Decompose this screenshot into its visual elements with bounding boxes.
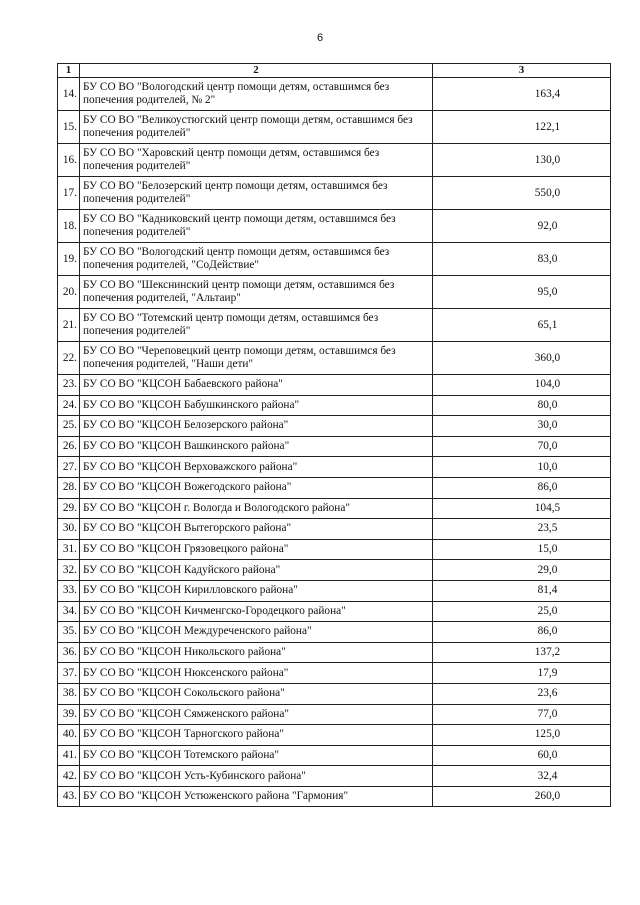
table-row (58, 243, 611, 276)
institution-name: БУ СО ВО "Тотемский центр помощи детям, оставшимся без попечения родителей" (80, 309, 433, 342)
table-row (58, 436, 611, 457)
row-number: 28. (58, 477, 80, 498)
institution-name: БУ СО ВО "КЦСОН Бабушкинского района" (80, 395, 433, 416)
amount-value: 81,4 (433, 580, 611, 601)
table-row (58, 766, 611, 787)
table-row (58, 498, 611, 519)
amount-value: 77,0 (433, 704, 611, 725)
institution-name: БУ СО ВО "Шекснинский центр помощи детям, оставшимся без попечения родителей, "Альтаир" (80, 276, 433, 309)
table-row (58, 725, 611, 746)
row-number: 21. (58, 309, 80, 342)
row-number: 37. (58, 663, 80, 684)
institution-name: БУ СО ВО "Кадниковский центр помощи детям, оставшимся без попечения родителей" (80, 210, 433, 243)
table-header-row (58, 64, 611, 78)
row-number: 26. (58, 436, 80, 457)
row-number: 29. (58, 498, 80, 519)
institution-name: БУ СО ВО "КЦСОН Кичменгско-Городецкого района" (80, 601, 433, 622)
table-row (58, 457, 611, 478)
row-number: 33. (58, 580, 80, 601)
row-number: 20. (58, 276, 80, 309)
column-header-value: 3 (433, 64, 611, 78)
amount-value: 32,4 (433, 766, 611, 787)
row-number: 41. (58, 745, 80, 766)
amount-value: 23,5 (433, 519, 611, 540)
table-row (58, 642, 611, 663)
amount-value: 122,1 (433, 111, 611, 144)
institution-name: БУ СО ВО "КЦСОН г. Вологда и Вологодского района" (80, 498, 433, 519)
amount-value: 137,2 (433, 642, 611, 663)
institution-name: БУ СО ВО "Череповецкий центр помощи детям, оставшимся без попечения родителей, "Наши дети" (80, 342, 433, 375)
institution-name: БУ СО ВО "Великоустюгский центр помощи детям, оставшимся без попечения родителей" (80, 111, 433, 144)
table-row (58, 704, 611, 725)
institution-name: БУ СО ВО "КЦСОН Кадуйского района" (80, 560, 433, 581)
funding-table (57, 63, 611, 807)
table-row (58, 395, 611, 416)
amount-value: 260,0 (433, 786, 611, 807)
institution-name: БУ СО ВО "КЦСОН Сямженского района" (80, 704, 433, 725)
row-number: 34. (58, 601, 80, 622)
table-row (58, 78, 611, 111)
row-number: 16. (58, 144, 80, 177)
amount-value: 130,0 (433, 144, 611, 177)
row-number: 35. (58, 622, 80, 643)
row-number: 38. (58, 683, 80, 704)
amount-value: 104,0 (433, 375, 611, 396)
amount-value: 550,0 (433, 177, 611, 210)
row-number: 19. (58, 243, 80, 276)
institution-name: БУ СО ВО "КЦСОН Никольского района" (80, 642, 433, 663)
table-row (58, 210, 611, 243)
table-row (58, 177, 611, 210)
institution-name: БУ СО ВО "КЦСОН Сокольского района" (80, 683, 433, 704)
row-number: 32. (58, 560, 80, 581)
row-number: 30. (58, 519, 80, 540)
table-row (58, 745, 611, 766)
amount-value: 15,0 (433, 539, 611, 560)
row-number: 42. (58, 766, 80, 787)
amount-value: 10,0 (433, 457, 611, 478)
amount-value: 163,4 (433, 78, 611, 111)
table-row (58, 560, 611, 581)
institution-name: БУ СО ВО "КЦСОН Вытегорского района" (80, 519, 433, 540)
amount-value: 83,0 (433, 243, 611, 276)
institution-name: БУ СО ВО "Харовский центр помощи детям, оставшимся без попечения родителей" (80, 144, 433, 177)
row-number: 24. (58, 395, 80, 416)
table-row (58, 416, 611, 437)
amount-value: 80,0 (433, 395, 611, 416)
amount-value: 30,0 (433, 416, 611, 437)
institution-name: БУ СО ВО "Белозерский центр помощи детям, оставшимся без попечения родителей" (80, 177, 433, 210)
table-row (58, 144, 611, 177)
amount-value: 104,5 (433, 498, 611, 519)
row-number: 25. (58, 416, 80, 437)
table-row (58, 539, 611, 560)
amount-value: 86,0 (433, 477, 611, 498)
table-row (58, 580, 611, 601)
table-row (58, 683, 611, 704)
row-number: 22. (58, 342, 80, 375)
table-row (58, 375, 611, 396)
institution-name: БУ СО ВО "Вологодский центр помощи детям, оставшимся без попечения родителей, "СоДействие" (80, 243, 433, 276)
amount-value: 92,0 (433, 210, 611, 243)
institution-name: БУ СО ВО "КЦСОН Белозерского района" (80, 416, 433, 437)
table-row (58, 111, 611, 144)
institution-name: БУ СО ВО "КЦСОН Устюженского района "Гармония" (80, 786, 433, 807)
table-row (58, 309, 611, 342)
institution-name: БУ СО ВО "КЦСОН Тотемского района" (80, 745, 433, 766)
amount-value: 23,6 (433, 683, 611, 704)
institution-name: БУ СО ВО "КЦСОН Нюксенского района" (80, 663, 433, 684)
table-row (58, 601, 611, 622)
row-number: 14. (58, 78, 80, 111)
amount-value: 125,0 (433, 725, 611, 746)
row-number: 15. (58, 111, 80, 144)
table-row (58, 276, 611, 309)
amount-value: 65,1 (433, 309, 611, 342)
institution-name: БУ СО ВО "КЦСОН Верховажского района" (80, 457, 433, 478)
amount-value: 17,9 (433, 663, 611, 684)
institution-name: БУ СО ВО "КЦСОН Грязовецкого района" (80, 539, 433, 560)
row-number: 23. (58, 375, 80, 396)
row-number: 39. (58, 704, 80, 725)
institution-name: БУ СО ВО "КЦСОН Усть-Кубинского района" (80, 766, 433, 787)
row-number: 40. (58, 725, 80, 746)
institution-name: БУ СО ВО "КЦСОН Междуреченского района" (80, 622, 433, 643)
column-header-name: 2 (80, 64, 433, 78)
amount-value: 29,0 (433, 560, 611, 581)
page-number: 6 (316, 32, 324, 44)
institution-name: БУ СО ВО "КЦСОН Бабаевского района" (80, 375, 433, 396)
column-header-number: 1 (58, 64, 80, 78)
table-row (58, 342, 611, 375)
amount-value: 95,0 (433, 276, 611, 309)
table-row (58, 786, 611, 807)
row-number: 43. (58, 786, 80, 807)
institution-name: БУ СО ВО "КЦСОН Тарногского района" (80, 725, 433, 746)
amount-value: 60,0 (433, 745, 611, 766)
institution-name: БУ СО ВО "КЦСОН Вашкинского района" (80, 436, 433, 457)
amount-value: 86,0 (433, 622, 611, 643)
row-number: 17. (58, 177, 80, 210)
institution-name: БУ СО ВО "КЦСОН Вожегодского района" (80, 477, 433, 498)
row-number: 36. (58, 642, 80, 663)
amount-value: 360,0 (433, 342, 611, 375)
amount-value: 70,0 (433, 436, 611, 457)
institution-name: БУ СО ВО "Вологодский центр помощи детям, оставшимся без попечения родителей, № 2" (80, 78, 433, 111)
table-row (58, 663, 611, 684)
row-number: 31. (58, 539, 80, 560)
row-number: 18. (58, 210, 80, 243)
amount-value: 25,0 (433, 601, 611, 622)
table-row (58, 622, 611, 643)
table-row (58, 519, 611, 540)
table-row (58, 477, 611, 498)
row-number: 27. (58, 457, 80, 478)
institution-name: БУ СО ВО "КЦСОН Кирилловского района" (80, 580, 433, 601)
